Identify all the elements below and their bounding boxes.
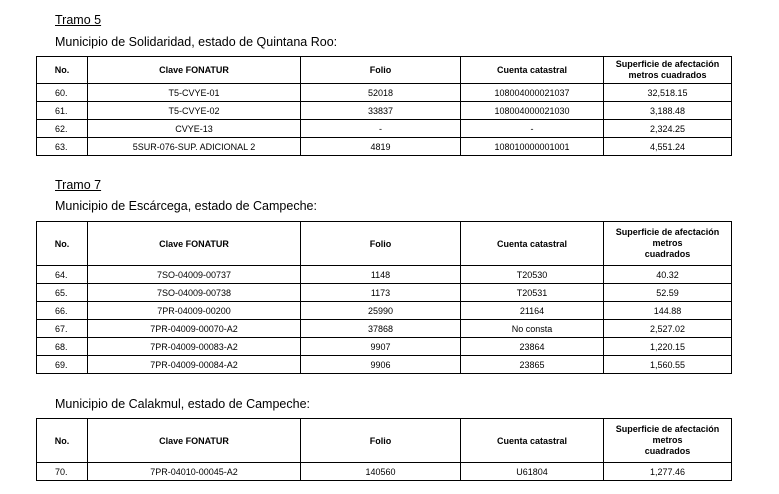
- table-row: [37, 138, 732, 156]
- cell-clave: 7SO-04009-00737: [88, 266, 301, 284]
- cell-folio: 25990: [301, 302, 461, 320]
- cell-superficie: 3,188.48: [604, 102, 732, 120]
- cell-clave: T5-CVYE-01: [88, 84, 301, 102]
- cell-clave: 7PR-04010-00045-A2: [88, 463, 301, 481]
- cell-no: 66.: [37, 302, 88, 320]
- cell-folio: 1173: [301, 284, 461, 302]
- table-header: [37, 419, 732, 463]
- cell-folio: -: [301, 120, 461, 138]
- cell-folio: 9907: [301, 338, 461, 356]
- cell-cuenta: 108004000021037: [461, 84, 604, 102]
- cell-superficie: 2,324.25: [604, 120, 732, 138]
- cell-superficie: 1,560.55: [604, 356, 732, 374]
- col-header-no: No.: [37, 57, 88, 84]
- col-header-folio: Folio: [301, 222, 461, 266]
- table-row: [37, 284, 732, 302]
- cell-superficie: 1,220.15: [604, 338, 732, 356]
- cell-no: 63.: [37, 138, 88, 156]
- col-header-folio: Folio: [301, 419, 461, 463]
- table-row: [37, 120, 732, 138]
- cell-folio: 37868: [301, 320, 461, 338]
- cell-superficie: 40.32: [604, 266, 732, 284]
- cell-superficie: 2,527.02: [604, 320, 732, 338]
- col-header-folio: Folio: [301, 57, 461, 84]
- col-header-no: No.: [37, 419, 88, 463]
- cell-folio: 9906: [301, 356, 461, 374]
- municipio-calakmul: Municipio de Calakmul, estado de Campeche:: [55, 397, 310, 411]
- table-row: [37, 302, 732, 320]
- cell-clave: 7PR-04009-00200: [88, 302, 301, 320]
- cell-no: 69.: [37, 356, 88, 374]
- table-tramo-7: [36, 221, 732, 374]
- municipio-solidaridad: Municipio de Solidaridad, estado de Quintana Roo:: [55, 35, 338, 49]
- cell-cuenta: U61804: [461, 463, 604, 481]
- municipio-escarcega: Municipio de Escárcega, estado de Campeche:: [55, 199, 317, 213]
- cell-folio: 1148: [301, 266, 461, 284]
- cell-superficie: 4,551.24: [604, 138, 732, 156]
- table-row: [37, 320, 732, 338]
- cell-clave: 7PR-04009-00084-A2: [88, 356, 301, 374]
- cell-cuenta: T20531: [461, 284, 604, 302]
- cell-cuenta: 108010000001001: [461, 138, 604, 156]
- cell-cuenta: T20530: [461, 266, 604, 284]
- cell-clave: 7PR-04009-00070-A2: [88, 320, 301, 338]
- cell-no: 64.: [37, 266, 88, 284]
- col-header-cuenta: Cuenta catastral: [461, 419, 604, 463]
- section-title-tramo-7: Tramo 7: [55, 178, 102, 192]
- cell-superficie: 144.88: [604, 302, 732, 320]
- table-row: [37, 356, 732, 374]
- cell-superficie: 32,518.15: [604, 84, 732, 102]
- col-header-clave: Clave FONATUR: [88, 419, 301, 463]
- col-header-cuenta: Cuenta catastral: [461, 57, 604, 84]
- cell-cuenta: 21164: [461, 302, 604, 320]
- cell-clave: CVYE-13: [88, 120, 301, 138]
- cell-folio: 4819: [301, 138, 461, 156]
- table-row: [37, 463, 732, 481]
- table-calakmul: [36, 418, 732, 481]
- cell-no: 70.: [37, 463, 88, 481]
- col-header-no: No.: [37, 222, 88, 266]
- cell-clave: 5SUR-076-SUP. ADICIONAL 2: [88, 138, 301, 156]
- cell-cuenta: 23864: [461, 338, 604, 356]
- cell-clave: T5-CVYE-02: [88, 102, 301, 120]
- table-row: [37, 102, 732, 120]
- cell-no: 68.: [37, 338, 88, 356]
- cell-cuenta: No consta: [461, 320, 604, 338]
- cell-folio: 140560: [301, 463, 461, 481]
- cell-cuenta: 108004000021030: [461, 102, 604, 120]
- section-title-tramo-5: Tramo 5: [55, 13, 102, 27]
- cell-clave: 7PR-04009-00083-A2: [88, 338, 301, 356]
- col-header-superficie: Superficie de afectación metros cuadrados: [604, 222, 732, 266]
- cell-no: 65.: [37, 284, 88, 302]
- table-header: [37, 222, 732, 266]
- table-header: [37, 57, 732, 84]
- cell-superficie: 52.59: [604, 284, 732, 302]
- cell-cuenta: 23865: [461, 356, 604, 374]
- table-row: [37, 338, 732, 356]
- col-header-clave: Clave FONATUR: [88, 57, 301, 84]
- col-header-cuenta: Cuenta catastral: [461, 222, 604, 266]
- cell-folio: 52018: [301, 84, 461, 102]
- cell-clave: 7SO-04009-00738: [88, 284, 301, 302]
- cell-no: 61.: [37, 102, 88, 120]
- cell-no: 62.: [37, 120, 88, 138]
- cell-folio: 33837: [301, 102, 461, 120]
- cell-no: 60.: [37, 84, 88, 102]
- table-row: [37, 266, 732, 284]
- cell-superficie: 1,277.46: [604, 463, 732, 481]
- col-header-clave: Clave FONATUR: [88, 222, 301, 266]
- table-row: [37, 84, 732, 102]
- cell-no: 67.: [37, 320, 88, 338]
- cell-cuenta: -: [461, 120, 604, 138]
- table-tramo-5: [36, 56, 732, 156]
- col-header-superficie: Superficie de afectación metros cuadrados: [604, 419, 732, 463]
- col-header-superficie: Superficie de afectación metros cuadrados: [604, 57, 732, 84]
